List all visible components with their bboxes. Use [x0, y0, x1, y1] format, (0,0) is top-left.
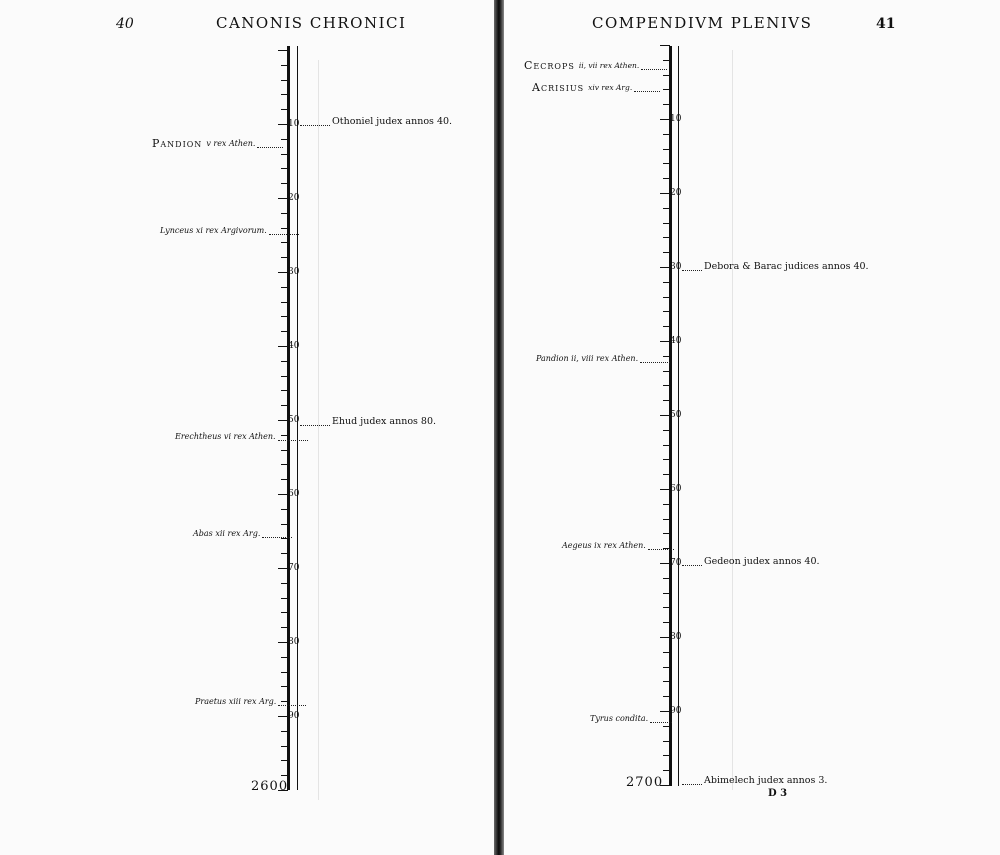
minor-tick	[281, 553, 287, 554]
minor-tick	[281, 65, 287, 66]
show-through-rule	[318, 60, 319, 800]
tick-label: 80	[288, 637, 300, 647]
minor-tick	[663, 533, 669, 534]
minor-tick	[281, 287, 287, 288]
minor-tick	[663, 652, 669, 653]
major-tick	[278, 420, 288, 421]
tick-label: 70	[670, 558, 682, 568]
book-gutter	[494, 0, 504, 855]
major-tick	[660, 267, 670, 268]
tick-label: 20	[670, 188, 682, 198]
left-page	[0, 0, 494, 855]
minor-tick	[663, 178, 669, 179]
minor-tick	[663, 755, 669, 756]
minor-tick	[281, 686, 287, 687]
minor-tick	[281, 760, 287, 761]
minor-tick	[663, 371, 669, 372]
minor-tick	[663, 667, 669, 668]
minor-tick	[281, 109, 287, 110]
entry-ehud: Ehud judex annos 80.	[298, 416, 436, 427]
show-through-text	[120, 435, 122, 444]
minor-tick	[663, 593, 669, 594]
minor-tick	[281, 302, 287, 303]
tick-label: 80	[670, 632, 682, 642]
minor-tick	[663, 578, 669, 579]
entry-erechtheus: Erechtheus vi rex Athen.	[175, 432, 310, 441]
minor-tick	[663, 622, 669, 623]
tick-label: 50	[670, 410, 682, 420]
minor-tick	[663, 237, 669, 238]
minor-tick	[663, 311, 669, 312]
major-tick	[278, 272, 288, 273]
minor-tick	[281, 746, 287, 747]
minor-tick	[281, 583, 287, 584]
minor-tick	[663, 297, 669, 298]
major-tick	[278, 50, 288, 51]
minor-tick	[663, 149, 669, 150]
minor-tick	[663, 134, 669, 135]
minor-tick	[281, 405, 287, 406]
minor-tick	[281, 242, 287, 243]
minor-tick	[663, 326, 669, 327]
minor-tick	[281, 479, 287, 480]
minor-tick	[663, 681, 669, 682]
minor-tick	[663, 75, 669, 76]
tick-label: 10	[288, 119, 300, 129]
minor-tick	[281, 538, 287, 539]
tick-label: 10	[670, 114, 682, 124]
minor-tick	[663, 519, 669, 520]
minor-tick	[663, 770, 669, 771]
minor-tick	[663, 400, 669, 401]
entry-pandion: Pandion v rex Athen.	[152, 137, 285, 150]
minor-tick	[281, 183, 287, 184]
minor-tick	[281, 154, 287, 155]
entry-acrisius: Acrisius xiv rex Arg.	[532, 81, 662, 94]
major-tick	[660, 563, 670, 564]
major-tick	[278, 716, 288, 717]
minor-tick	[281, 316, 287, 317]
minor-tick	[281, 672, 287, 673]
major-tick	[278, 198, 288, 199]
major-tick	[660, 193, 670, 194]
minor-tick	[281, 775, 287, 776]
minor-tick	[663, 104, 669, 105]
minor-tick	[663, 252, 669, 253]
minor-tick	[281, 213, 287, 214]
minor-tick	[281, 331, 287, 332]
folio: 40	[116, 16, 134, 32]
tick-label: 40	[670, 336, 682, 346]
entry-aegeus: Aegeus ix rex Athen.	[562, 541, 676, 550]
major-tick	[278, 124, 288, 125]
entry-tyrus: Tyrus condita.	[590, 714, 674, 723]
entry-praetus: Praetus xiii rex Arg.	[195, 697, 308, 706]
tick-label: 70	[288, 563, 300, 573]
tick-label: 30	[670, 262, 682, 272]
minor-tick	[663, 474, 669, 475]
major-tick	[278, 494, 288, 495]
minor-tick	[281, 509, 287, 510]
tick-label: 90	[670, 706, 682, 716]
minor-tick	[663, 459, 669, 460]
tick-label: 20	[288, 193, 300, 203]
entry-abas: Abas xii rex Arg.	[193, 529, 294, 538]
minor-tick	[281, 450, 287, 451]
tick-label: 60	[670, 484, 682, 494]
minor-tick	[663, 208, 669, 209]
show-through-rule	[732, 50, 733, 790]
tick-label: 40	[288, 341, 300, 351]
entry-lynceus: Lynceus xi rex Argivorum.	[160, 226, 301, 235]
minor-tick	[663, 282, 669, 283]
minor-tick	[281, 94, 287, 95]
minor-tick	[663, 430, 669, 431]
running-head: CANONIS CHRONICI	[216, 14, 407, 32]
major-tick	[660, 711, 670, 712]
major-tick	[660, 119, 670, 120]
minor-tick	[281, 657, 287, 658]
signature-mark: D 3	[768, 788, 788, 799]
minor-tick	[281, 80, 287, 81]
minor-tick	[281, 257, 287, 258]
tick-label: 30	[288, 267, 300, 277]
running-head: COMPENDIVM PLENIVS	[592, 14, 813, 32]
minor-tick	[663, 504, 669, 505]
tick-label: 90	[288, 711, 300, 721]
entry-pandion-ii: Pandion ii, viii rex Athen.	[536, 354, 672, 363]
minor-tick	[281, 376, 287, 377]
major-tick	[278, 346, 288, 347]
minor-tick	[281, 612, 287, 613]
entry-cecrops: Cecrops ii, vii rex Athen.	[524, 59, 669, 72]
entry-othoniel: Othoniel judex annos 40.	[298, 116, 452, 127]
tick-label: 50	[288, 415, 300, 425]
major-tick	[660, 341, 670, 342]
major-tick	[278, 642, 288, 643]
entry-debora: Debora & Barac judices annos 40.	[680, 261, 869, 272]
folio: 41	[876, 16, 896, 32]
minor-tick	[281, 464, 287, 465]
minor-tick	[663, 445, 669, 446]
minor-tick	[281, 390, 287, 391]
minor-tick	[281, 598, 287, 599]
minor-tick	[281, 524, 287, 525]
minor-tick	[281, 168, 287, 169]
right-page	[504, 0, 1000, 855]
tick-label: 60	[288, 489, 300, 499]
entry-abimelech: Abimelech judex annos 3.	[680, 775, 827, 786]
major-tick	[660, 489, 670, 490]
minor-tick	[663, 89, 669, 90]
minor-tick	[281, 627, 287, 628]
minor-tick	[663, 741, 669, 742]
year-label: 2600	[251, 779, 289, 794]
major-tick	[660, 415, 670, 416]
minor-tick	[663, 223, 669, 224]
major-tick	[278, 568, 288, 569]
year-label: 2700	[626, 775, 664, 790]
minor-tick	[663, 163, 669, 164]
entry-gedeon: Gedeon judex annos 40.	[680, 556, 820, 567]
minor-tick	[663, 726, 669, 727]
minor-tick	[281, 361, 287, 362]
major-tick	[660, 45, 670, 46]
major-tick	[660, 637, 670, 638]
minor-tick	[663, 385, 669, 386]
minor-tick	[663, 696, 669, 697]
minor-tick	[281, 731, 287, 732]
minor-tick	[663, 607, 669, 608]
